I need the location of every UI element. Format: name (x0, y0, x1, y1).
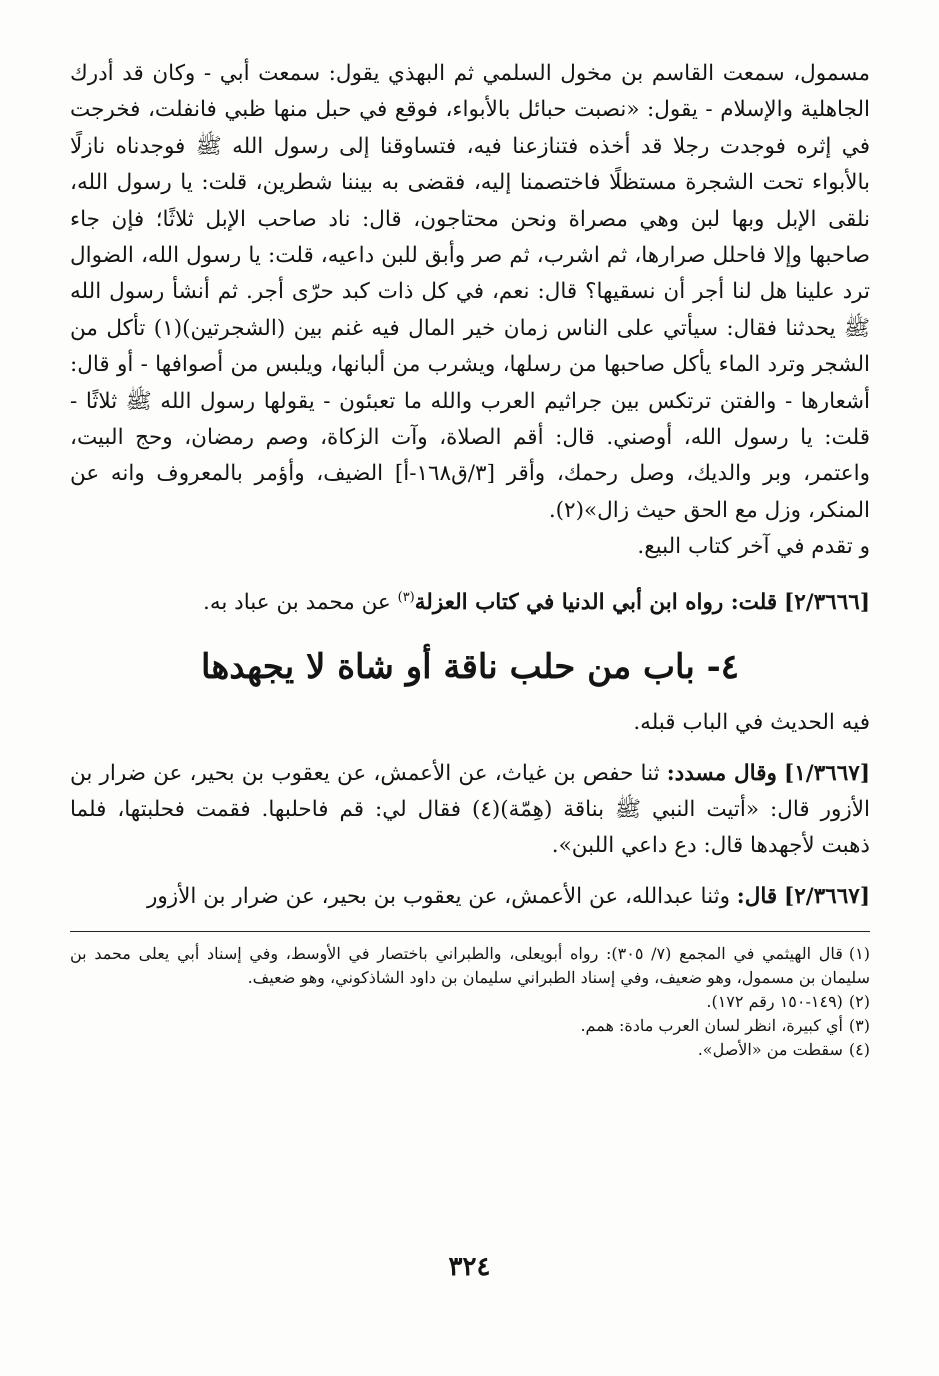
chapter-intro: فيه الحديث في الباب قبله. (633, 710, 870, 736)
footnote-marker: (٣) (397, 589, 415, 605)
hadith-3666 (70, 580, 870, 622)
footnote-text: قال الهيثمي في المجمع (٧/ ٣٠٥): رواه أبويعلى، والطبراني باختصار في الأوسط، وفي إسناد أبي يعلى محمد بن سليمان بن مسمول، وهو ضعيف، وفي إسناد الطبراني سليمان بن داود الشاذكوني، وهو ضعيف. (70, 944, 870, 988)
hadith-3667-2 (70, 879, 870, 915)
cross-reference-paragraph: و تقدم في آخر كتاب البيع. (637, 534, 870, 560)
hadith-text: عن محمد بن عباد به. (202, 589, 391, 615)
hadith-lead: وقال مسدد: (666, 760, 777, 786)
footnote-1 (70, 942, 870, 990)
footnote-text: سقطت من «الأصل». (697, 1040, 843, 1060)
hadith-reference: [٢/٣٦٦٧] (784, 883, 870, 909)
footnote-text: أي كبيرة، انظر لسان العرب مادة: همم. (580, 1016, 843, 1036)
page-number: ٣٢٤ (448, 1252, 491, 1282)
hadith-text: وثنا عبدالله، عن الأعمش، عن يعقوب بن بحير، عن ضرار بن الأزور (146, 883, 730, 909)
footnote-number: (٣) (848, 1016, 870, 1036)
footnote-number: (٤) (848, 1040, 870, 1060)
page (70, 56, 870, 1062)
footnote-2 (70, 990, 870, 1014)
hadith-3667-1 (70, 756, 870, 865)
main-text (70, 56, 870, 915)
hadith-reference: [٢/٣٦٦٦] (784, 589, 870, 615)
footnote-3 (70, 1014, 870, 1038)
footnote-number: (١) (848, 944, 871, 964)
hadith-text: ثنا حفص بن غياث، عن الأعمش، عن يعقوب بن بحير، عن ضرار بن الأزور قال: «أتيت النبي ﷺ بناقة (هِمّة)(٤) فقال لي: قم فاحلبها. فقمت فحلبتها، فلما ذهبت لأجهدها قال: دع داعي اللبن». (70, 760, 870, 859)
chapter-heading: ٤- باب من حلب ناقة أو شاة لا يجهدها (200, 647, 740, 688)
hadith-lead: قال: (736, 883, 778, 909)
footnote-4 (70, 1038, 870, 1062)
hadith-reference: [١/٣٦٦٧] (784, 760, 871, 786)
footnote-text: (١٤٩-١٥٠ رقم ١٧٢). (706, 992, 843, 1012)
footnote-number: (٢) (848, 992, 870, 1012)
footnote-divider (70, 931, 870, 932)
hadith-continuation-paragraph: مسمول، سمعت القاسم بن مخول السلمي ثم البهذي يقول: سمعت أبي - وكان قد أدرك الجاهلية والإسلام - يقول: «نصبت حبائل بالأبواء، فوقع في حبل منها ظبي فانفلت، فخرجت في إثره فوجدت رجلا قد أخذه فتنازعنا فيه، فتساوقنا إلى رسول الله ﷺ فوجدناه نازلًا بالأبواء تحت الشجرة مستظلًا فاختصمنا إليه، فقضى به بيننا شطرين، قلت: يا رسول الله، نلقى الإبل وبها لبن وهي مصراة ونحن محتاجون، قال: ناد صاحب الإبل ثلاثًا؛ فإن جاء صاحبها وإلا فاحلل صرارها، ثم اشرب، ثم صر وأبق للبن داعيه، قلت: يا رسول الله، الضوال ترد علينا هل لنا أجر أن نسقيها؟ قال: نعم، في كل ذات كبد حرّى أجر. ثم أنشأ رسول الله ﷺ يحدثنا فقال: سيأتي على الناس زمان خير المال فيه غنم بين (الشجرتين)(١) تأكل من الشجر وترد الماء يأكل صاحبها من رسلها، ويشرب من ألبانها، ويلبس من أصوافها - أو قال: أشعارها - والفتن ترتكس بين جراثيم العرب والله ما تعبئون - يقولها رسول الله ﷺ ثلاثًا - قلت: يا رسول الله، أوصني. قال: أقم الصلاة، وآت الزكاة، وصم رمضان، وحج البيت، واعتمر، وبر والديك، وصل رحمك، وأقر [٣/ق١٦٨-أ] الضيف، وأؤمر بالمعروف وانه عن المنكر، وزل مع الحق حيث زال»(٢). (70, 61, 870, 523)
hadith-lead: قلت: رواه ابن أبي الدنيا في كتاب العزلة (414, 589, 778, 615)
footnotes (70, 942, 870, 1062)
